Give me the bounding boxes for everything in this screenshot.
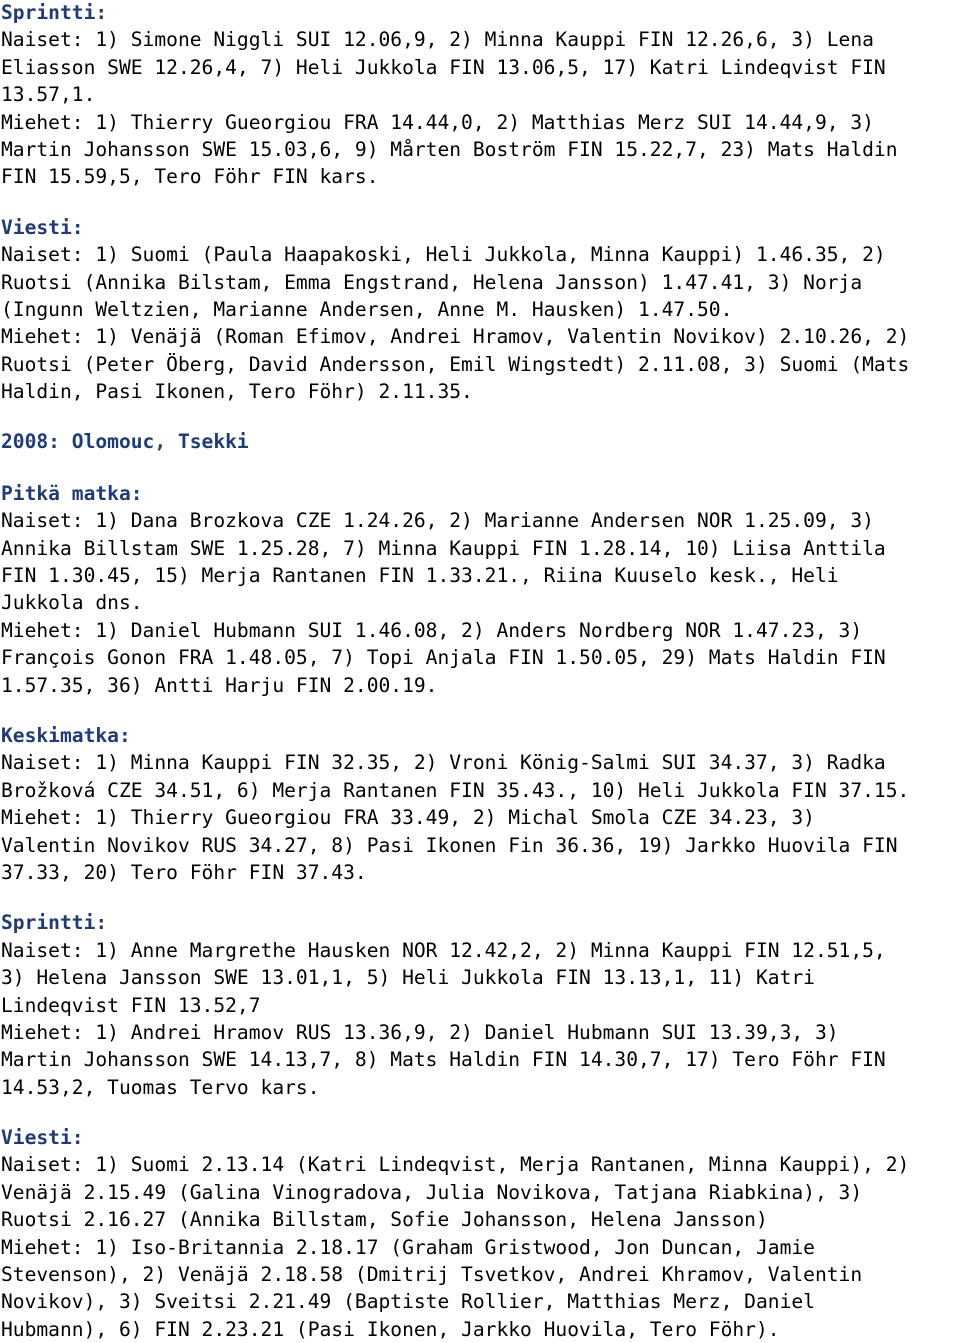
text-line: Miehet: 1) Daniel Hubmann SUI 1.46.08, 2) Anders Nordberg NOR 1.47.23, 3) bbox=[1, 618, 863, 642]
section-heading: Sprintti: bbox=[1, 1, 108, 24]
text-line: Ruotsi 2.16.27 (Annika Billstam, Sofie Johansson, Helena Jansson) bbox=[1, 1208, 768, 1232]
section-relay-2008 bbox=[1, 1124, 959, 1343]
text-line: Miehet: 1) Venäjä (Roman Efimov, Andrei Hramov, Valentin Novikov) 2.10.26, 2) bbox=[1, 325, 910, 349]
text-line: Miehet: 1) Andrei Hramov RUS 13.36,9, 2) Daniel Hubmann SUI 13.39,3, 3) bbox=[1, 1020, 839, 1044]
text-line: Novikov), 3) Sveitsi 2.21.49 (Baptiste Rollier, Matthias Merz, Daniel bbox=[1, 1290, 815, 1314]
text-line: Jukkola dns. bbox=[1, 591, 143, 615]
text-line: Naiset: 1) Suomi 2.13.14 (Katri Lindeqvist, Merja Rantanen, Minna Kauppi), 2) bbox=[1, 1153, 910, 1177]
text-line: Stevenson), 2) Venäjä 2.18.58 (Dmitrij Tsvetkov, Andrei Khramov, Valentin bbox=[1, 1263, 863, 1287]
text-line: 3) Helena Jansson SWE 13.01,1, 5) Heli Jukkola FIN 13.13,1, 11) Katri bbox=[1, 966, 815, 990]
text-line: Ruotsi (Annika Bilstam, Emma Engstrand, Helena Jansson) 1.47.41, 3) Norja bbox=[1, 270, 863, 294]
text-line: 1.57.35, 36) Antti Harju FIN 2.00.19. bbox=[1, 673, 438, 697]
section-sprint-2008 bbox=[1, 909, 959, 1101]
text-line: Martin Johansson SWE 15.03,6, 9) Mårten Boström FIN 15.22,7, 23) Mats Haldin bbox=[1, 137, 898, 161]
spacer bbox=[1, 699, 959, 722]
section-relay-top bbox=[1, 214, 959, 406]
text-line: Annika Billstam SWE 1.25.28, 7) Minna Kauppi FIN 1.28.14, 10) Liisa Anttila bbox=[1, 536, 886, 560]
text-line: Naiset: 1) Simone Niggli SUI 12.06,9, 2) Minna Kauppi FIN 12.26,6, 3) Lena bbox=[1, 28, 874, 52]
text-line: Miehet: 1) Iso-Britannia 2.18.17 (Graham Gristwood, Jon Duncan, Jamie bbox=[1, 1235, 815, 1259]
section-heading: Viesti: bbox=[1, 1126, 84, 1150]
text-line: François Gonon FRA 1.48.05, 7) Topi Anjala FIN 1.50.05, 29) Mats Haldin FIN bbox=[1, 646, 886, 670]
text-line: Venäjä 2.15.49 (Galina Vinogradova, Julia Novikova, Tatjana Riabkina), 3) bbox=[1, 1180, 863, 1204]
text-line: Haldin, Pasi Ikonen, Tero Föhr) 2.11.35. bbox=[1, 380, 473, 404]
spacer bbox=[1, 191, 959, 214]
text-line: Hubmann), 6) FIN 2.23.21 (Pasi Ikonen, Jarkko Huovila, Tero Föhr). bbox=[1, 1317, 780, 1341]
text-line: Lindeqvist FIN 13.52,7 bbox=[1, 993, 261, 1017]
text-line: (Ingunn Weltzien, Marianne Andersen, Anne M. Hausken) 1.47.50. bbox=[1, 297, 733, 321]
text-line: Naiset: 1) Anne Margrethe Hausken NOR 12.42,2, 2) Minna Kauppi FIN 12.51,5, bbox=[1, 938, 886, 962]
spacer bbox=[1, 886, 959, 909]
text-line: FIN 1.30.45, 15) Merja Rantanen FIN 1.33.21., Riina Kuuselo kesk., Heli bbox=[1, 564, 839, 588]
text-line: 14.53,2, Tuomas Tervo kars. bbox=[1, 1075, 320, 1099]
text-line: Eliasson SWE 12.26,4, 7) Heli Jukkola FIN 13.06,5, 17) Katri Lindeqvist FIN bbox=[1, 55, 886, 79]
text-line: 37.33, 20) Tero Föhr FIN 37.43. bbox=[1, 860, 367, 884]
text-line: Miehet: 1) Thierry Gueorgiou FRA 33.49, 2) Michal Smola CZE 34.23, 3) bbox=[1, 806, 815, 830]
text-line: 13.57,1. bbox=[1, 83, 96, 107]
text-line: Naiset: 1) Dana Brozkova CZE 1.24.26, 2) Marianne Andersen NOR 1.25.09, 3) bbox=[1, 509, 874, 533]
event-heading: 2008: Olomouc, Tsekki bbox=[1, 430, 249, 454]
spacer bbox=[1, 1101, 959, 1124]
text-line: Naiset: 1) Minna Kauppi FIN 32.35, 2) Vroni König-Salmi SUI 34.37, 3) Radka bbox=[1, 751, 886, 775]
section-heading: Viesti: bbox=[1, 215, 84, 239]
spacer bbox=[1, 405, 959, 428]
text-line: Brožková CZE 34.51, 6) Merja Rantanen FIN 35.43., 10) Heli Jukkola FIN 37.15. bbox=[1, 778, 910, 802]
text-line: Naiset: 1) Suomi (Paula Haapakoski, Heli Jukkola, Minna Kauppi) 1.46.35, 2) bbox=[1, 243, 886, 267]
text-line: FIN 15.59,5, Tero Föhr FIN kars. bbox=[1, 165, 379, 189]
text-line: Ruotsi (Peter Öberg, David Andersson, Emil Wingstedt) 2.11.08, 3) Suomi (Mats bbox=[1, 352, 910, 376]
spacer bbox=[1, 456, 959, 480]
section-heading: Keskimatka: bbox=[1, 723, 131, 747]
section-middle-distance bbox=[1, 722, 959, 886]
text-line: Miehet: 1) Thierry Gueorgiou FRA 14.44,0, 2) Matthias Merz SUI 14.44,9, 3) bbox=[1, 110, 874, 134]
text-line: Martin Johansson SWE 14.13,7, 8) Mats Haldin FIN 14.30,7, 17) Tero Föhr FIN bbox=[1, 1048, 886, 1072]
section-long-distance bbox=[1, 480, 959, 699]
results-document bbox=[1, 0, 959, 1343]
section-heading: Pitkä matka: bbox=[1, 481, 143, 505]
text-line: Valentin Novikov RUS 34.27, 8) Pasi Ikonen Fin 36.36, 19) Jarkko Huovila FIN bbox=[1, 833, 898, 857]
section-heading: Sprintti: bbox=[1, 911, 108, 935]
section-sprint-top bbox=[1, 0, 959, 191]
